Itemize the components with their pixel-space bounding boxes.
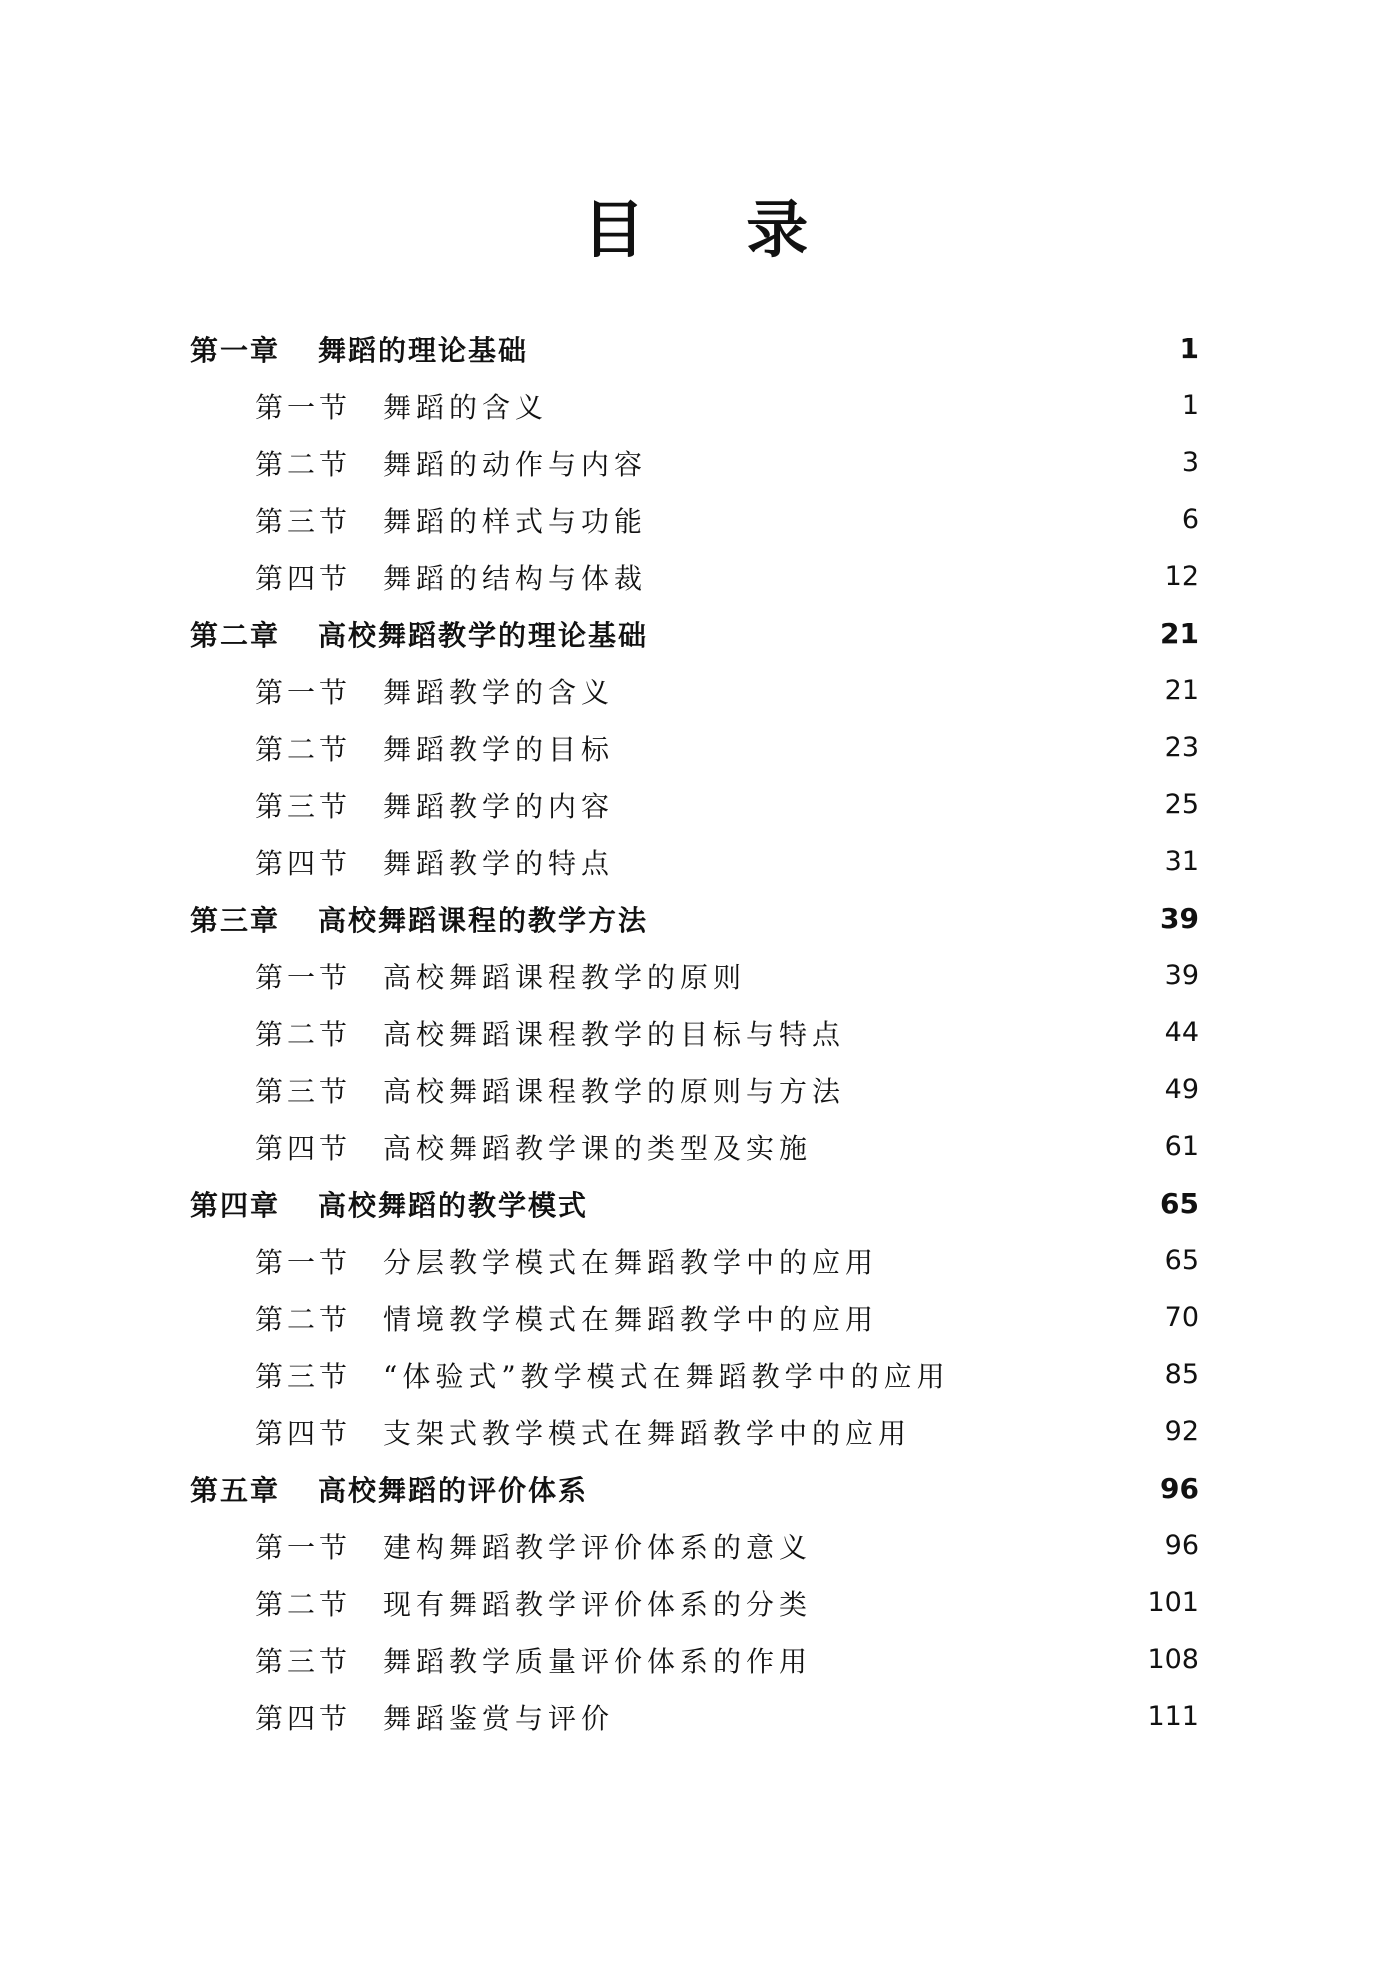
section-title: 舞蹈教学的内容 bbox=[383, 789, 615, 823]
chapter-title: 高校舞蹈的教学模式 bbox=[318, 1188, 589, 1222]
section-number: 第一节 bbox=[255, 390, 352, 424]
section-number: 第三节 bbox=[255, 1359, 352, 1393]
section-number: 第一节 bbox=[255, 675, 352, 709]
section-title: 高校舞蹈课程教学的目标与特点 bbox=[383, 1017, 846, 1051]
section-entry[interactable] bbox=[0, 1004, 1391, 1061]
section-page-number: 1 bbox=[1181, 390, 1199, 421]
section-page-number: 85 bbox=[1164, 1359, 1199, 1390]
chapter-page-number: 21 bbox=[1160, 617, 1199, 650]
section-title: 现有舞蹈教学评价体系的分类 bbox=[383, 1587, 813, 1621]
section-page-number: 3 bbox=[1181, 447, 1199, 478]
section-page-number: 21 bbox=[1164, 675, 1199, 706]
section-entry[interactable] bbox=[0, 1688, 1391, 1745]
section-number: 第一节 bbox=[255, 1530, 352, 1564]
section-entry[interactable] bbox=[0, 377, 1391, 434]
section-number: 第三节 bbox=[255, 504, 352, 538]
chapter-entry[interactable] bbox=[0, 320, 1391, 377]
section-entry[interactable] bbox=[0, 719, 1391, 776]
section-page-number: 65 bbox=[1164, 1245, 1199, 1276]
chapter-title: 高校舞蹈的评价体系 bbox=[318, 1473, 589, 1507]
chapter-entry[interactable] bbox=[0, 605, 1391, 662]
section-page-number: 108 bbox=[1147, 1644, 1199, 1675]
dot-leader bbox=[853, 1018, 1159, 1048]
section-number: 第二节 bbox=[255, 1017, 352, 1051]
section-number: 第三节 bbox=[255, 1644, 352, 1678]
section-entry[interactable] bbox=[0, 1631, 1391, 1688]
dot-leader bbox=[596, 1189, 1154, 1219]
chapter-title: 高校舞蹈教学的理论基础 bbox=[318, 618, 649, 652]
section-title: 分层教学模式在舞蹈教学中的应用 bbox=[383, 1245, 879, 1279]
dot-leader bbox=[886, 1246, 1159, 1276]
section-page-number: 101 bbox=[1147, 1587, 1199, 1618]
dot-leader bbox=[820, 1645, 1141, 1675]
chapter-title: 高校舞蹈课程的教学方法 bbox=[318, 903, 649, 937]
section-number: 第三节 bbox=[255, 789, 352, 823]
section-title: 高校舞蹈教学课的类型及实施 bbox=[383, 1131, 813, 1165]
chapter-entry[interactable] bbox=[0, 1175, 1391, 1232]
dot-leader bbox=[556, 391, 1173, 421]
page-title: 目 录 bbox=[582, 193, 849, 266]
chapter-number: 第三章 bbox=[190, 903, 281, 937]
section-number: 第四节 bbox=[255, 1131, 352, 1165]
chapter-number: 第二章 bbox=[190, 618, 281, 652]
section-title: 舞蹈的样式与功能 bbox=[383, 504, 648, 538]
section-entry[interactable] bbox=[0, 662, 1391, 719]
table-of-contents bbox=[0, 320, 1391, 1745]
section-page-number: 25 bbox=[1164, 789, 1199, 820]
section-title: 舞蹈教学的含义 bbox=[383, 675, 615, 709]
section-page-number: 96 bbox=[1164, 1530, 1199, 1561]
section-entry[interactable] bbox=[0, 434, 1391, 491]
section-page-number: 23 bbox=[1164, 732, 1199, 763]
section-entry[interactable] bbox=[0, 833, 1391, 890]
dot-leader bbox=[655, 505, 1173, 535]
chapter-title: 舞蹈的理论基础 bbox=[318, 333, 529, 367]
section-title: 舞蹈教学的特点 bbox=[383, 846, 615, 880]
dot-leader bbox=[655, 562, 1159, 592]
chapter-page-number: 39 bbox=[1160, 902, 1199, 935]
dot-leader bbox=[656, 619, 1154, 649]
dot-leader bbox=[886, 1303, 1159, 1333]
section-number: 第二节 bbox=[255, 1302, 352, 1336]
section-page-number: 6 bbox=[1181, 504, 1199, 535]
section-title: 支架式教学模式在舞蹈教学中的应用 bbox=[383, 1416, 912, 1450]
chapter-page-number: 96 bbox=[1160, 1472, 1199, 1505]
section-number: 第四节 bbox=[255, 561, 352, 595]
section-page-number: 39 bbox=[1164, 960, 1199, 991]
section-title: 舞蹈的动作与内容 bbox=[383, 447, 648, 481]
dot-leader bbox=[622, 733, 1159, 763]
section-page-number: 31 bbox=[1164, 846, 1199, 877]
dot-leader bbox=[820, 1132, 1159, 1162]
dot-leader bbox=[596, 1474, 1154, 1504]
dot-leader bbox=[622, 1702, 1141, 1732]
section-title: 舞蹈教学的目标 bbox=[383, 732, 615, 766]
section-number: 第一节 bbox=[255, 1245, 352, 1279]
section-title: 高校舞蹈课程教学的原则 bbox=[383, 960, 747, 994]
section-entry[interactable] bbox=[0, 1232, 1391, 1289]
section-entry[interactable] bbox=[0, 1118, 1391, 1175]
section-entry[interactable] bbox=[0, 491, 1391, 548]
section-title: 舞蹈教学质量评价体系的作用 bbox=[383, 1644, 813, 1678]
section-entry[interactable] bbox=[0, 947, 1391, 1004]
section-title: 建构舞蹈教学评价体系的意义 bbox=[383, 1530, 813, 1564]
section-title: 情境教学模式在舞蹈教学中的应用 bbox=[383, 1302, 879, 1336]
section-number: 第四节 bbox=[255, 1416, 352, 1450]
chapter-number: 第一章 bbox=[190, 333, 281, 367]
section-page-number: 44 bbox=[1164, 1017, 1199, 1048]
section-entry[interactable] bbox=[0, 1403, 1391, 1460]
section-entry[interactable] bbox=[0, 1289, 1391, 1346]
section-title: 高校舞蹈课程教学的原则与方法 bbox=[383, 1074, 846, 1108]
dot-leader bbox=[754, 961, 1159, 991]
section-number: 第四节 bbox=[255, 846, 352, 880]
section-entry[interactable] bbox=[0, 776, 1391, 833]
dot-leader bbox=[820, 1531, 1159, 1561]
dot-leader bbox=[853, 1075, 1159, 1105]
section-page-number: 92 bbox=[1164, 1416, 1199, 1447]
dot-leader bbox=[622, 847, 1159, 877]
chapter-page-number: 1 bbox=[1179, 332, 1199, 365]
section-title: 舞蹈的结构与体裁 bbox=[383, 561, 648, 595]
chapter-entry[interactable] bbox=[0, 1460, 1391, 1517]
section-title: 舞蹈的含义 bbox=[383, 390, 549, 424]
section-page-number: 70 bbox=[1164, 1302, 1199, 1333]
section-title: “体验式”教学模式在舞蹈教学中的应用 bbox=[383, 1359, 950, 1393]
section-number: 第二节 bbox=[255, 1587, 352, 1621]
section-title: 舞蹈鉴赏与评价 bbox=[383, 1701, 615, 1735]
section-page-number: 12 bbox=[1164, 561, 1199, 592]
section-number: 第二节 bbox=[255, 732, 352, 766]
dot-leader bbox=[655, 448, 1173, 478]
section-number: 第三节 bbox=[255, 1074, 352, 1108]
section-entry[interactable] bbox=[0, 548, 1391, 605]
section-number: 第二节 bbox=[255, 447, 352, 481]
dot-leader bbox=[536, 334, 1173, 364]
dot-leader bbox=[656, 904, 1154, 934]
dot-leader bbox=[958, 1360, 1159, 1390]
section-number: 第四节 bbox=[255, 1701, 352, 1735]
section-entry[interactable] bbox=[0, 1346, 1391, 1403]
dot-leader bbox=[622, 676, 1159, 706]
section-entry[interactable] bbox=[0, 1517, 1391, 1574]
dot-leader bbox=[919, 1417, 1159, 1447]
section-page-number: 49 bbox=[1164, 1074, 1199, 1105]
section-page-number: 61 bbox=[1164, 1131, 1199, 1162]
dot-leader bbox=[622, 790, 1159, 820]
section-number: 第一节 bbox=[255, 960, 352, 994]
chapter-page-number: 65 bbox=[1160, 1187, 1199, 1220]
chapter-number: 第五章 bbox=[190, 1473, 281, 1507]
dot-leader bbox=[820, 1588, 1141, 1618]
section-page-number: 111 bbox=[1147, 1701, 1199, 1732]
chapter-entry[interactable] bbox=[0, 890, 1391, 947]
chapter-number: 第四章 bbox=[190, 1188, 281, 1222]
section-entry[interactable] bbox=[0, 1574, 1391, 1631]
section-entry[interactable] bbox=[0, 1061, 1391, 1118]
